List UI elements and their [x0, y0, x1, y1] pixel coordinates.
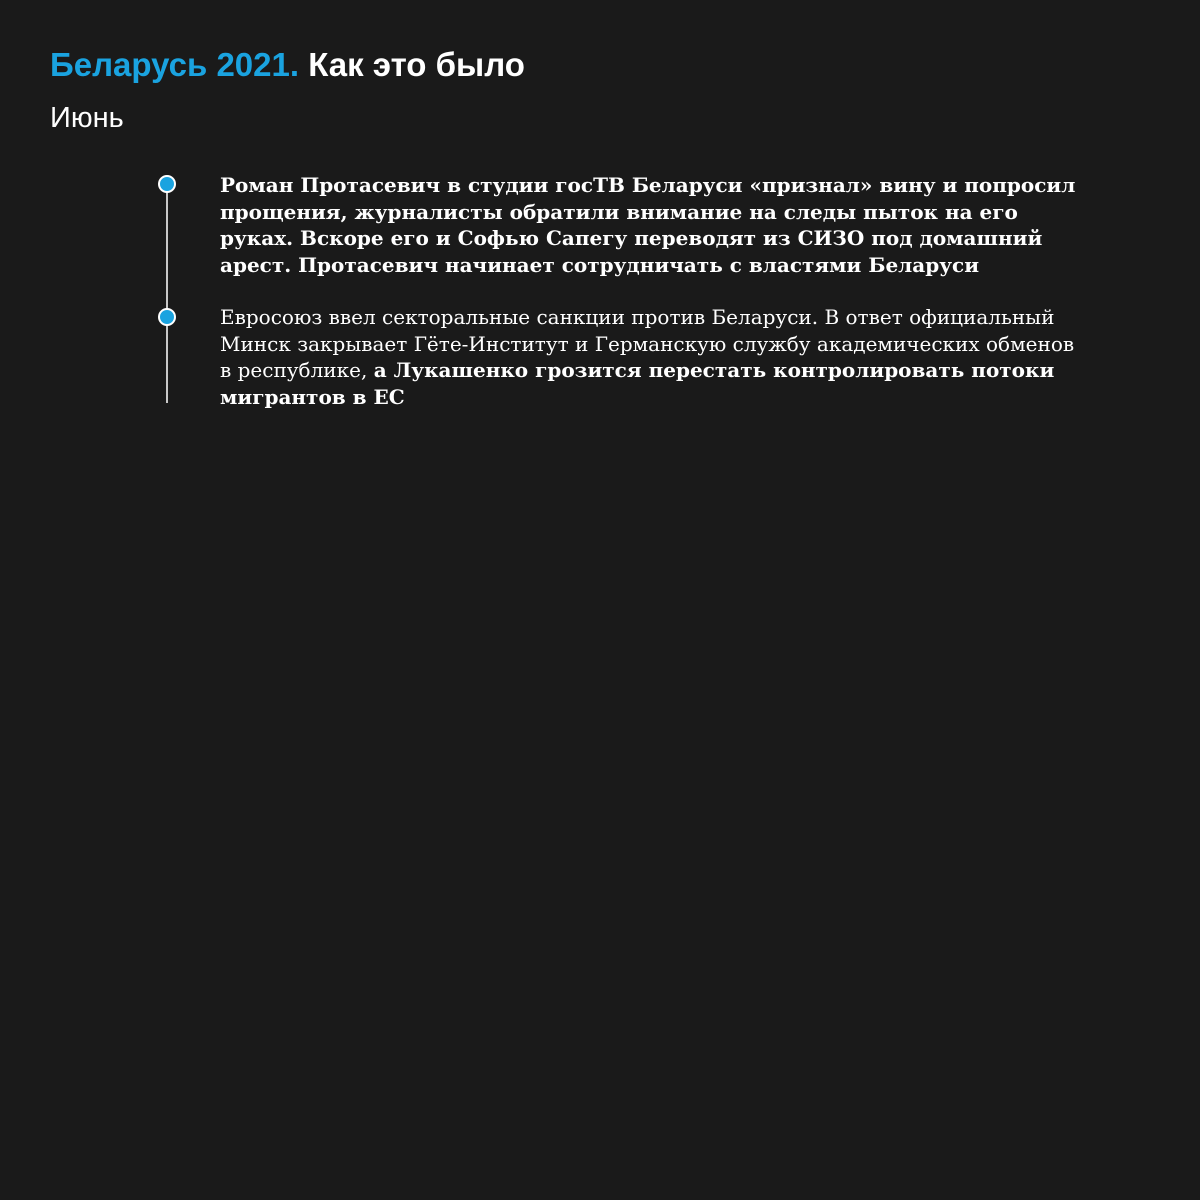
month-subtitle: Июнь: [50, 102, 124, 134]
timeline-dot: [158, 175, 176, 193]
event-bold-text: Роман Протасевич в студии госТВ Беларуси «признал» вину и попросил прощения, журналисты обратили внимание на следы пыток на его руках. Вскоре его и Софью Сапегу переводят из СИЗО под домашний арест. Протасевич начинает сотрудничать с властями Беларуси: [220, 173, 1076, 277]
timeline-event: [220, 304, 1090, 410]
timeline-line: [166, 184, 168, 403]
timeline-dot: [158, 308, 176, 326]
title-main: Как это было: [308, 46, 525, 83]
event-text: Евросоюз ввел секторальные санкции против Беларуси. В ответ официальный Минск закрывает Гёте-Институт и Германскую службу академических обменов в республике,: [220, 305, 1075, 382]
title-accent: Беларусь 2021.: [50, 46, 300, 83]
timeline-event: [220, 172, 1090, 278]
event-bold-text: а Лукашенко грозится перестать контролировать потоки мигрантов в ЕС: [220, 358, 1055, 409]
